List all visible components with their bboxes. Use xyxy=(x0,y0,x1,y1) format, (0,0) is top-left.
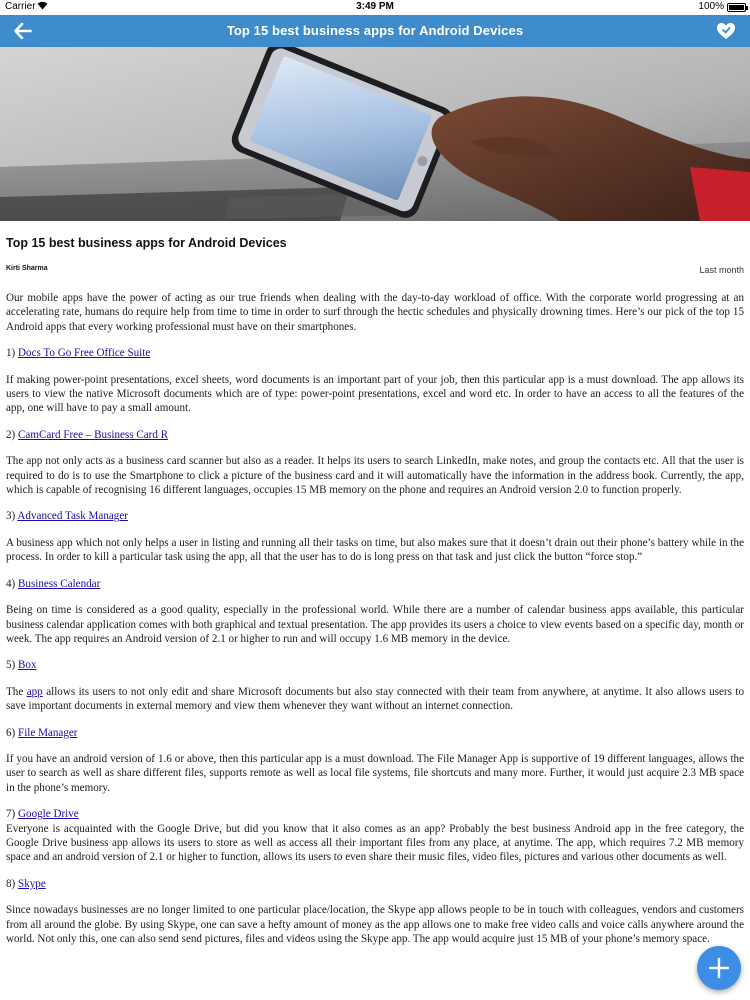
app-link-camcard[interactable]: CamCard Free – Business Card R xyxy=(18,428,169,441)
publish-date: Last month xyxy=(699,265,744,275)
app-description-8: Since nowadays businesses are no longer limited to one particular place/location, the Skype app allows people to be in touch with colleagues, vendors and customers from all around the globe. By using Skype, one can save a hefty amount of money as the app allows one to make free video calls and voice calls anywhere around the world. Not only this, one can also send send pictures, files and videos using the Skype app. The app would acquire just 15 MB of your phone’s memory space. xyxy=(6,904,744,945)
description-rest: allows its users to not only edit and share Microsoft documents but also stay connected with their team from anywhere, at anytime. It also allows users to save important documents in external memory and view them whenever they want without an internet connection. xyxy=(6,685,744,713)
inline-app-link[interactable]: app xyxy=(26,685,43,698)
heart-icon xyxy=(716,22,736,40)
app-number: 6) xyxy=(6,726,16,739)
app-bar xyxy=(0,15,750,47)
app-description-5 xyxy=(6,685,744,714)
app-heading-4 xyxy=(6,577,744,591)
app-heading-2 xyxy=(6,428,744,442)
app-description-1: If making power-point presentations, excel sheets, word documents is an important part of your job, then this particular app is a must download. The app allows its users to view the native Microsoft documents which are of type: power-point presentations, excel and word etc. In order to have an access to all the features of the app, one will have to pay a small amount. xyxy=(6,373,744,415)
app-link-box[interactable]: Box xyxy=(18,659,37,672)
article-title: Top 15 best business apps for Android Devices xyxy=(6,236,287,250)
author-name: Kirti Sharma xyxy=(6,265,48,272)
app-heading-1 xyxy=(6,346,744,360)
app-link-google-drive[interactable]: Google Drive xyxy=(18,808,79,821)
app-description-6: If you have an android version of 1.6 or above, then this particular app is a must download. The File Manager App is supportive of 19 different languages, allows the user to search as well as share different files, supports remote as well as local file systems, file shortcuts and many more. Further, it would just acquire 2.3 MB space in the phone’s memory. xyxy=(6,752,744,794)
app-description-4: Being on time is considered as a good quality, especially in the professional world. While there are a number of calendar business apps available, this particular business calendar application comes with both graphical and textual presentation. The app provides its users a choice to view events based on a specific day, month or week. The app requires an Android version of 2.1 or higher to run and will occupy 1.6 MB memory in the device. xyxy=(6,604,744,645)
app-heading-8 xyxy=(6,877,744,891)
plus-icon xyxy=(709,958,729,978)
battery-tip xyxy=(746,6,748,10)
add-fab-button[interactable] xyxy=(697,946,741,990)
app-number: 2) xyxy=(6,428,16,441)
app-link-advanced-task-manager[interactable]: Advanced Task Manager xyxy=(17,510,128,523)
battery-icon xyxy=(727,3,746,12)
favorite-button[interactable] xyxy=(714,20,738,42)
app-description-2: The app not only acts as a business card scanner but also as a reader. It helps its users to search LinkedIn, make notes, and group the contacts etc. All that the user is required to do is to use the Smartphone to click a picture of the business card and it will automatically have the information in the address book. Currently, the app, which is capable of recognising 16 different languages, occupies 15 MB memory on the phone and requires an Android version 2.0 to function properly. xyxy=(6,455,744,497)
app-bar-title: Top 15 best business apps for Android Devices xyxy=(226,23,524,38)
hand-holding-phone-image xyxy=(0,47,750,221)
article-body xyxy=(6,291,744,958)
app-number: 1) xyxy=(6,347,16,360)
carrier-label: Carrier xyxy=(5,1,36,12)
app-link-file-manager[interactable]: File Manager xyxy=(18,726,78,739)
status-bar xyxy=(0,0,750,15)
app-heading-3 xyxy=(6,509,744,523)
app-link-skype[interactable]: Skype xyxy=(18,877,46,890)
app-description-7: Everyone is acquainted with the Google Drive, but did you know that it also comes as an app? Probably the best business Android app in the free category, the Google Drive business app allows its users to store as well as access all their important files from any place, at anytime. The app, which requires 7.2 MB memory space and an android version of 2.1 or higher to function, allows its users to even share their music files, video files, pictures and various other documents as well. xyxy=(6,822,744,864)
app-number: 7) xyxy=(6,808,16,821)
app-number: 3) xyxy=(6,510,16,523)
app-heading-7 xyxy=(6,807,744,821)
intro-paragraph: Our mobile apps have the power of acting as our true friends when dealing with the day-to-day workload of office. With the corporate world progressing at an accelerating rate, humans do require help from time to time in order to surf through the hectic schedules and physically drowning times. Here’s our pick of the top 15 Android apps that every working professional must have on their smartphones. xyxy=(6,292,744,333)
article-header xyxy=(6,236,744,279)
app-description-3: A business app which not only helps a user in listing and running all their tasks on time, but also makes sure that it doesn’t drain out their phone’s battery while in the process. In order to kill a particular task using the app, all that the user has to do is long press on that task and just click the button “force stop.” xyxy=(6,536,744,564)
app-number: 4) xyxy=(6,577,16,590)
app-heading-5 xyxy=(6,658,744,672)
app-heading-6 xyxy=(6,726,744,740)
app-link-docs-to-go[interactable]: Docs To Go Free Office Suite xyxy=(18,347,151,360)
hero-image xyxy=(0,47,750,221)
article-meta xyxy=(6,265,744,279)
app-number: 8) xyxy=(6,877,16,890)
status-time: 3:49 PM xyxy=(356,1,394,12)
app-link-business-calendar[interactable]: Business Calendar xyxy=(18,577,101,590)
app-number: 5) xyxy=(6,659,16,672)
description-prefix: The xyxy=(6,685,24,698)
battery-percentage: 100% xyxy=(698,1,724,12)
